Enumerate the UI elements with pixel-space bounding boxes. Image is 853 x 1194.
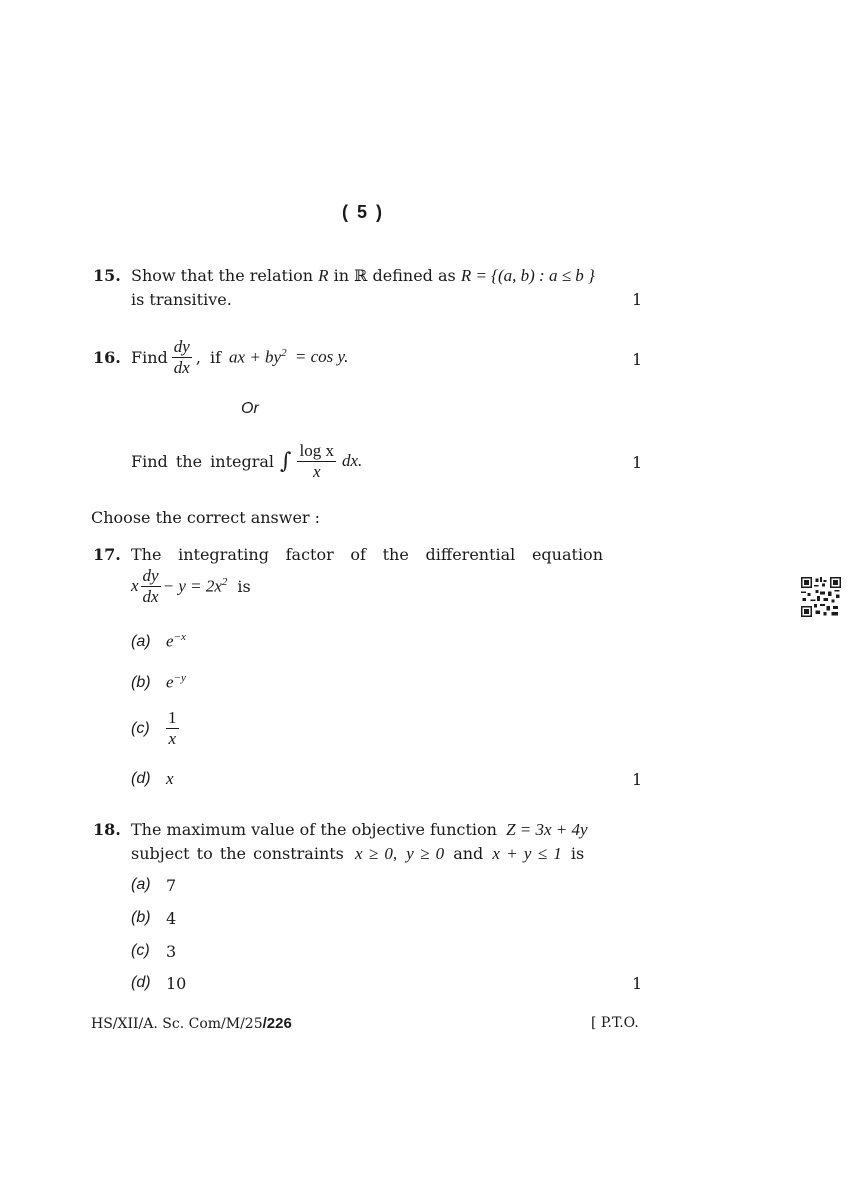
q17-option-d-value: x [166,769,174,788]
q15-relation-symbol: R [318,266,329,285]
footer-code-bold: /226 [262,1015,292,1032]
integral-sign: ∫ [280,448,292,474]
question-16-alt-marks: 1 [632,453,643,472]
q17-exponent: 2 [221,575,228,588]
q18-option-c-value: 3 [166,942,177,961]
q16-find: Find [131,347,168,367]
q15-text: Show that the relation [131,266,314,285]
q16-derivative [172,337,192,377]
q17-a-exp: −x [173,631,186,643]
q18-option-a-value: 7 [166,876,177,895]
question-15-number: 15. [93,266,121,285]
q18-constraint-1: x ≥ 0, [354,844,398,863]
q16-if: if [209,347,222,367]
question-15-line1 [131,266,595,286]
question-16-alternative [131,441,362,481]
q17-option-c-label: (c) [131,720,150,737]
q17-option-a-value [166,631,186,652]
q17-c-num: 1 [168,708,177,727]
q17-frac-num: dy [142,566,159,585]
q17-option-c-value [166,708,179,748]
q16-dx: dx. [341,451,363,471]
page-number: ( 5 ) [342,202,383,222]
q17-b-exp: −y [173,672,186,684]
q17-option-a-label: (a) [131,633,151,650]
question-15-marks: 1 [632,290,643,309]
q16-equation-rhs: = cos y. [294,347,349,367]
q18-constraint-2: y ≥ 0 [406,844,445,863]
q15-in: in [333,266,350,285]
q17-derivative [141,566,161,606]
q17-a-base: e [166,631,174,651]
question-16-number: 16. [93,348,121,367]
question-18-marks: 1 [632,974,643,993]
q15-real-set: ℝ [354,266,368,285]
q15-defined: defined as [372,266,456,285]
q16-integrand [297,441,335,481]
q17-equation-rest [163,576,228,597]
q18-option-b-value: 4 [166,909,177,928]
q17-c-den: x [168,728,177,748]
q15-set: R = {(a, b) : a ≤ b } [460,266,595,285]
q17-option-b-label: (b) [131,674,151,691]
q18-option-d-value: 10 [166,974,187,993]
question-18-line1 [131,820,588,840]
q17-is: is [237,576,251,596]
question-16-marks: 1 [632,350,643,369]
qr-code-icon [801,577,841,617]
q18-text2: subject to the constraints [131,844,344,863]
q17-c-fraction [166,708,179,748]
q17-option-b-value [166,672,186,693]
q18-option-d-label: (d) [131,974,151,991]
q18-is: is [570,844,585,863]
q18-constraint-3: x + y ≤ 1 [492,844,562,863]
footer-code [91,1015,292,1032]
q18-and: and [453,844,484,863]
question-17-equation [131,566,251,606]
q18-objective: Z = 3x + 4y [506,820,588,839]
question-18-number: 18. [93,820,121,839]
q18-text1: The maximum value of the objective function [131,820,497,839]
question-17-number: 17. [93,545,121,564]
or-separator: Or [241,400,259,417]
q16-integrand-num: log x [299,441,334,460]
q17-option-d-label: (d) [131,770,151,787]
q17-b-base: e [166,672,174,692]
q18-option-b-label: (b) [131,909,151,926]
q16-frac-den: dx [173,357,190,377]
q16-equation-lhs: ax + by [229,347,282,367]
footer-pto: [ P.T.O. [591,1015,639,1031]
footer-code-text: HS/XII/A. Sc. Com/M/25 [91,1016,263,1032]
question-15-line2: is transitive. [131,290,232,309]
q17-rest: − y = 2x [162,576,222,596]
q16-integrand-den: x [312,461,321,481]
q16-exponent: 2 [281,346,287,359]
q18-option-c-label: (c) [131,942,150,959]
q16-frac-num: dy [173,337,190,356]
q18-option-a-label: (a) [131,876,151,893]
question-17-marks: 1 [632,770,643,789]
question-17-line1: The integrating factor of the differential equation [131,545,603,564]
instruction-text: Choose the correct answer : [91,508,321,527]
q17-frac-den: dx [142,586,159,606]
q16-equation [229,347,348,368]
question-18-line2 [131,844,584,864]
question-16-main: Find $\frac{dy}{dx}$ , if ax + $by^2 = \cos y$. [131,337,349,377]
q16-alt-text: Find the integral [131,451,275,471]
q17-x: x [131,576,139,596]
